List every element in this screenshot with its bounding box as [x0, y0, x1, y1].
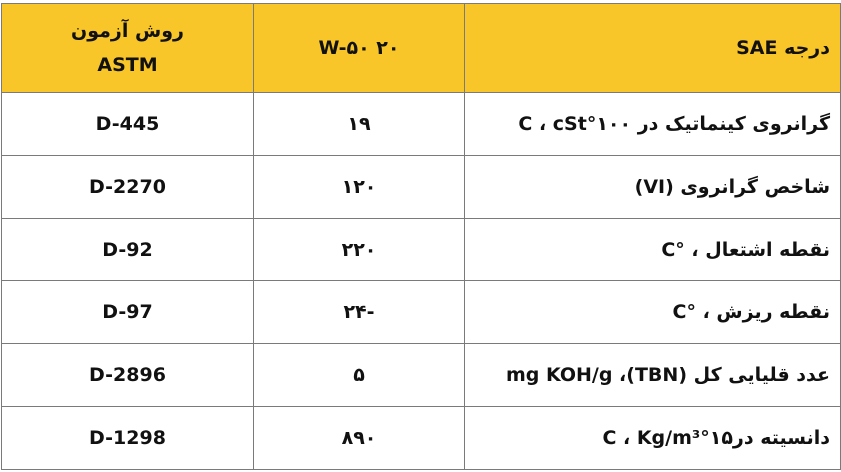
- table-row: [2, 93, 841, 156]
- table-row: [2, 281, 841, 344]
- row-test-method: D-1298: [2, 407, 254, 470]
- row-test-method: D-2896: [2, 344, 254, 407]
- row-value: ۲۲۰: [254, 218, 465, 281]
- row-value: ۱۹: [254, 93, 465, 156]
- row-property: دانسیته در۱۵°C ، Kg/m³: [465, 407, 841, 470]
- row-value: -۲۴: [254, 281, 465, 344]
- table-row: [2, 407, 841, 470]
- row-property: گرانروی کینماتیک در ۱۰۰°C ، cSt: [465, 93, 841, 156]
- row-value: ۸۹۰: [254, 407, 465, 470]
- row-test-method: D-92: [2, 218, 254, 281]
- row-value: ۵: [254, 344, 465, 407]
- header-test-method-line2: ASTM: [97, 54, 158, 76]
- table-row: [2, 155, 841, 218]
- header-property: درجه SAE: [465, 4, 841, 93]
- header-test-method-line1: روش آزمون: [71, 20, 184, 42]
- table-row: [2, 344, 841, 407]
- row-property: شاخص گرانروی (VI): [465, 155, 841, 218]
- header-value: ۲۰ W-۵۰: [254, 4, 465, 93]
- table-row: [2, 218, 841, 281]
- table-header-row: [2, 4, 841, 93]
- row-value: ۱۲۰: [254, 155, 465, 218]
- row-property: عدد قلیایی کل (TBN)، mg KOH/g: [465, 344, 841, 407]
- header-test-method: [2, 4, 254, 93]
- row-test-method: D-2270: [2, 155, 254, 218]
- row-property: نقطه ریزش ، °C: [465, 281, 841, 344]
- row-test-method: D-97: [2, 281, 254, 344]
- row-test-method: D-445: [2, 93, 254, 156]
- spec-table: [1, 3, 841, 470]
- row-property: نقطه اشتعال ، °C: [465, 218, 841, 281]
